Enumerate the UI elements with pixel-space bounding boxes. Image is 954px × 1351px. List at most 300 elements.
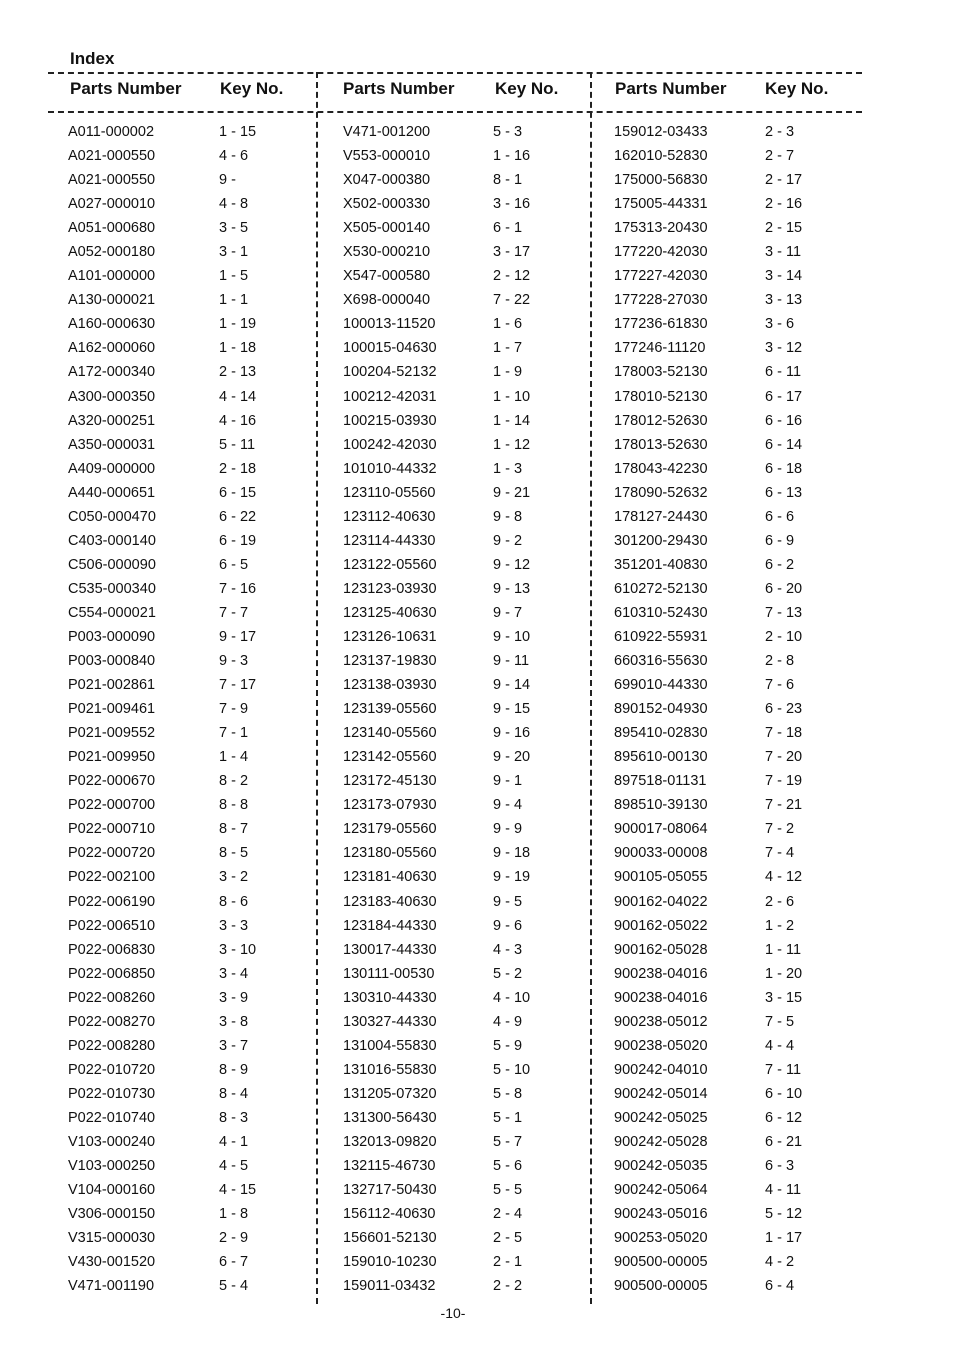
- key-no-cell: 8 - 3: [219, 1109, 249, 1126]
- table-row: [343, 529, 583, 553]
- table-row: [68, 938, 308, 962]
- table-row: [343, 625, 583, 649]
- parts-number-cell: 900162-05022: [614, 917, 708, 934]
- table-row: [343, 120, 583, 144]
- key-no-cell: 1 - 15: [219, 124, 257, 140]
- table-row: [614, 312, 854, 336]
- table-row: [68, 673, 308, 697]
- table-row: [343, 144, 583, 168]
- parts-number-cell: 177227-42030: [614, 268, 708, 285]
- parts-number-cell: 131016-55830: [343, 1061, 437, 1078]
- parts-number-cell: 123173-07930: [343, 797, 437, 814]
- parts-number-cell: 123110-05560: [343, 484, 436, 501]
- table-row: [614, 1274, 854, 1298]
- key-no-cell: 2 - 15: [765, 220, 803, 237]
- key-no-cell: 9 - 2: [493, 532, 523, 549]
- parts-number-cell: 123180-05560: [343, 845, 437, 862]
- parts-number-cell: A130-000021: [68, 292, 156, 309]
- table-row: [343, 793, 583, 817]
- parts-number-cell: 100215-03930: [343, 412, 437, 429]
- key-no-cell: 2 - 2: [493, 1278, 523, 1295]
- table-row: [68, 625, 308, 649]
- table-row: [343, 1202, 583, 1226]
- parts-number-cell: V430-001520: [68, 1254, 156, 1271]
- parts-number-cell: X047-000380: [343, 172, 431, 189]
- parts-number-cell: 156112-40630: [343, 1206, 436, 1223]
- parts-number-cell: P022-000670: [68, 773, 156, 790]
- table-row: [614, 1178, 854, 1202]
- parts-number-cell: 178010-52130: [614, 388, 708, 405]
- table-row: [68, 433, 308, 457]
- parts-number-cell: 123123-03930: [343, 580, 437, 597]
- table-row: [614, 914, 854, 938]
- parts-number-cell: 900500-00005: [614, 1254, 708, 1271]
- key-no-cell: 9 - 11: [493, 653, 530, 670]
- parts-number-cell: 900238-04016: [614, 965, 708, 982]
- table-row: [614, 1202, 854, 1226]
- table-row: [68, 745, 308, 769]
- key-no-cell: 1 - 8: [219, 1206, 249, 1223]
- parts-number-cell: 123137-19830: [343, 653, 437, 670]
- key-no-cell: 2 - 16: [765, 196, 803, 213]
- table-row: [343, 817, 583, 841]
- parts-number-cell: 100242-42030: [343, 436, 437, 453]
- table-row: [68, 505, 308, 529]
- parts-number-cell: 159011-03432: [343, 1278, 436, 1295]
- key-no-cell: 9 - 4: [493, 797, 523, 814]
- table-row: [68, 1082, 308, 1106]
- table-row: [614, 168, 854, 192]
- table-row: [68, 1202, 308, 1226]
- parts-number-cell: 130017-44330: [343, 941, 437, 958]
- key-no-cell: 7 - 6: [765, 677, 795, 694]
- key-no-cell: 6 - 16: [765, 412, 803, 429]
- key-no-cell: 3 - 13: [765, 292, 803, 309]
- parts-number-cell: 178127-24430: [614, 508, 708, 525]
- key-no-cell: 9 - 9: [493, 821, 523, 838]
- table-row: [343, 890, 583, 914]
- parts-number-cell: 177246-11120: [614, 340, 706, 357]
- table-row: [343, 312, 583, 336]
- table-row: [614, 1034, 854, 1058]
- key-no-cell: 3 - 4: [219, 965, 249, 982]
- key-no-cell: 9 - 1: [493, 773, 523, 790]
- key-no-cell: 7 - 17: [219, 677, 257, 694]
- parts-number-header: Parts Number: [70, 79, 182, 98]
- table-row: [614, 481, 854, 505]
- parts-number-cell: 175313-20430: [614, 220, 708, 237]
- parts-number-cell: 100212-42031: [343, 388, 437, 405]
- key-no-cell: 7 - 20: [765, 749, 803, 766]
- key-no-cell: 3 - 10: [219, 941, 257, 958]
- table-row: [614, 1010, 854, 1034]
- table-row: [68, 1178, 308, 1202]
- table-row: [614, 505, 854, 529]
- parts-number-cell: 900242-04010: [614, 1061, 708, 1078]
- parts-number-cell: 178013-52630: [614, 436, 708, 453]
- table-row: [614, 264, 854, 288]
- parts-number-cell: P022-008260: [68, 989, 156, 1006]
- key-no-cell: 4 - 3: [493, 941, 523, 958]
- table-row: [343, 409, 583, 433]
- table-row: [614, 1154, 854, 1178]
- table-row: [614, 1058, 854, 1082]
- key-no-cell: 1 - 6: [493, 316, 523, 333]
- parts-number-cell: 895410-02830: [614, 725, 708, 742]
- key-no-cell: 7 - 19: [765, 773, 803, 790]
- parts-number-cell: P022-010740: [68, 1109, 156, 1126]
- parts-number-cell: 351201-40830: [614, 556, 708, 573]
- table-row: [614, 192, 854, 216]
- parts-number-cell: 699010-44330: [614, 677, 708, 694]
- key-no-cell: 9 -: [219, 172, 236, 189]
- table-row: [343, 240, 583, 264]
- parts-number-cell: C554-000021: [68, 604, 156, 621]
- key-no-cell: 6 - 21: [765, 1133, 803, 1150]
- key-no-cell: 1 - 3: [493, 460, 523, 477]
- key-no-cell: 7 - 13: [765, 604, 803, 621]
- table-row: [68, 841, 308, 865]
- key-no-cell: 6 - 19: [219, 532, 257, 549]
- parts-number-cell: P003-000090: [68, 628, 156, 645]
- table-row: [68, 409, 308, 433]
- parts-number-cell: 900238-05012: [614, 1013, 708, 1030]
- key-no-cell: 9 - 6: [493, 917, 523, 934]
- parts-number-cell: 123142-05560: [343, 749, 437, 766]
- table-row: [614, 529, 854, 553]
- key-no-cell: 3 - 15: [765, 989, 803, 1006]
- key-no-cell: 1 - 5: [219, 268, 249, 285]
- parts-number-cell: V306-000150: [68, 1206, 156, 1223]
- table-row: [614, 553, 854, 577]
- table-row: [68, 1226, 308, 1250]
- parts-number-header: Parts Number: [343, 79, 455, 98]
- key-no-cell: 8 - 7: [219, 821, 249, 838]
- key-no-cell: 6 - 18: [765, 460, 803, 477]
- table-row: [68, 1274, 308, 1298]
- key-no-cell: 3 - 8: [219, 1013, 249, 1030]
- parts-number-cell: 130310-44330: [343, 989, 437, 1006]
- key-no-cell: 3 - 3: [219, 917, 249, 934]
- key-no-cell: 6 - 17: [765, 388, 803, 405]
- key-no-cell: 5 - 1: [493, 1109, 523, 1126]
- key-no-cell: 7 - 1: [219, 725, 249, 742]
- key-no-cell: 5 - 9: [493, 1037, 523, 1054]
- key-no-cell: 1 - 1: [219, 292, 249, 309]
- key-no-cell: 2 - 17: [765, 172, 803, 189]
- table-row: [343, 168, 583, 192]
- key-no-cell: 6 - 13: [765, 484, 803, 501]
- table-row: [614, 216, 854, 240]
- page-title: Index: [70, 49, 115, 68]
- key-no-cell: 6 - 9: [765, 532, 795, 549]
- parts-number-cell: 178090-52632: [614, 484, 708, 501]
- key-no-cell: 5 - 8: [493, 1085, 523, 1102]
- parts-number-cell: 123122-05560: [343, 556, 437, 573]
- table-row: [614, 890, 854, 914]
- parts-number-cell: 175005-44331: [614, 196, 708, 213]
- key-no-cell: 6 - 15: [219, 484, 257, 501]
- column-divider-2: [590, 72, 592, 1304]
- parts-number-cell: P021-009461: [68, 701, 156, 718]
- key-no-cell: 7 - 21: [765, 797, 803, 814]
- key-no-cell: 4 - 11: [765, 1182, 802, 1199]
- key-no-cell: 9 - 20: [493, 749, 531, 766]
- table-row: [68, 962, 308, 986]
- table-row: [614, 649, 854, 673]
- table-row: [68, 1250, 308, 1274]
- parts-number-cell: P022-010720: [68, 1061, 156, 1078]
- parts-number-cell: 178003-52130: [614, 364, 708, 381]
- parts-number-cell: 301200-29430: [614, 532, 708, 549]
- parts-number-cell: 101010-44332: [343, 460, 437, 477]
- table-row: [68, 1010, 308, 1034]
- table-row: [68, 264, 308, 288]
- table-row: [614, 962, 854, 986]
- parts-number-cell: 900242-05014: [614, 1085, 708, 1102]
- key-no-cell: 4 - 16: [219, 412, 257, 429]
- key-no-cell: 8 - 1: [493, 172, 523, 189]
- page-number: -10-: [440, 1305, 466, 1321]
- parts-number-cell: 897518-01131: [614, 773, 707, 790]
- key-no-cell: 5 - 5: [493, 1182, 523, 1199]
- table-row: [68, 793, 308, 817]
- table-row: [343, 721, 583, 745]
- parts-number-cell: A440-000651: [68, 484, 156, 501]
- parts-number-cell: 898510-39130: [614, 797, 708, 814]
- parts-number-cell: A172-000340: [68, 364, 156, 381]
- table-row: [614, 1082, 854, 1106]
- table-row: [343, 433, 583, 457]
- key-no-cell: 4 - 15: [219, 1182, 257, 1199]
- key-no-cell: 5 - 10: [493, 1061, 531, 1078]
- table-row: [614, 625, 854, 649]
- key-no-cell: 9 - 12: [493, 556, 531, 573]
- parts-number-cell: P021-009552: [68, 725, 156, 742]
- table-row: [343, 1178, 583, 1202]
- key-no-cell: 7 - 16: [219, 580, 257, 597]
- table-row: [68, 168, 308, 192]
- parts-number-cell: 175000-56830: [614, 172, 708, 189]
- parts-number-cell: 123126-10631: [343, 628, 437, 645]
- parts-number-cell: P022-008270: [68, 1013, 156, 1030]
- key-no-cell: 5 - 12: [765, 1206, 803, 1223]
- header-top-rule: [48, 72, 862, 74]
- key-no-cell: 2 - 9: [219, 1230, 249, 1247]
- parts-number-cell: C403-000140: [68, 532, 156, 549]
- key-no-cell: 2 - 13: [219, 364, 257, 381]
- table-row: [68, 914, 308, 938]
- table-row: [614, 673, 854, 697]
- key-no-cell: 1 - 10: [493, 388, 531, 405]
- parts-number-cell: 178012-52630: [614, 412, 708, 429]
- parts-number-cell: 610310-52430: [614, 604, 708, 621]
- table-row: [68, 1058, 308, 1082]
- table-row: [68, 890, 308, 914]
- key-no-cell: 3 - 1: [219, 244, 249, 261]
- table-row: [343, 216, 583, 240]
- parts-number-cell: 123184-44330: [343, 917, 437, 934]
- key-no-cell: 6 - 4: [765, 1278, 795, 1295]
- parts-number-cell: C506-000090: [68, 556, 156, 573]
- key-no-cell: 9 - 21: [493, 484, 531, 501]
- parts-number-cell: 900238-05020: [614, 1037, 708, 1054]
- column-divider-1: [316, 72, 318, 1304]
- parts-number-cell: 660316-55630: [614, 653, 708, 670]
- parts-number-cell: A021-000550: [68, 172, 156, 189]
- parts-number-cell: 123140-05560: [343, 725, 437, 742]
- key-no-cell: 7 - 18: [765, 725, 803, 742]
- table-row: [68, 986, 308, 1010]
- parts-number-cell: A320-000251: [68, 412, 156, 429]
- key-no-cell: 5 - 11: [219, 436, 256, 453]
- key-no-cell: 4 - 2: [765, 1254, 795, 1271]
- parts-number-cell: 890152-04930: [614, 701, 708, 718]
- parts-number-cell: 900253-05020: [614, 1230, 708, 1247]
- table-row: [68, 216, 308, 240]
- key-no-cell: 9 - 5: [493, 893, 523, 910]
- key-no-cell: 6 - 14: [765, 436, 803, 453]
- table-row: [343, 841, 583, 865]
- table-row: [614, 817, 854, 841]
- parts-number-cell: A051-000680: [68, 220, 156, 237]
- parts-number-cell: P021-002861: [68, 677, 156, 694]
- parts-number-cell: 900105-05055: [614, 869, 708, 886]
- parts-number-cell: 156601-52130: [343, 1230, 437, 1247]
- key-no-cell: 4 - 10: [493, 989, 531, 1006]
- table-row: [343, 1274, 583, 1298]
- key-no-cell: 8 - 4: [219, 1085, 249, 1102]
- key-no-cell: 1 - 17: [765, 1230, 803, 1247]
- parts-number-cell: P022-000720: [68, 845, 156, 862]
- table-row: [614, 385, 854, 409]
- parts-number-cell: A101-000000: [68, 268, 156, 285]
- key-no-cell: 4 - 1: [219, 1133, 249, 1150]
- key-no-cell: 6 - 10: [765, 1085, 803, 1102]
- table-row: [68, 288, 308, 312]
- table-row: [68, 601, 308, 625]
- parts-number-cell: 610922-55931: [614, 628, 708, 645]
- key-no-cell: 3 - 17: [493, 244, 531, 261]
- table-row: [343, 673, 583, 697]
- key-no-cell: 8 - 8: [219, 797, 249, 814]
- parts-number-cell: P022-006190: [68, 893, 156, 910]
- table-row: [68, 577, 308, 601]
- key-no-cell: 4 - 14: [219, 388, 257, 405]
- table-row: [614, 409, 854, 433]
- key-no-cell: 6 - 11: [765, 364, 802, 381]
- table-row: [614, 433, 854, 457]
- key-no-cell: 1 - 7: [493, 340, 523, 357]
- table-row: [68, 769, 308, 793]
- table-row: [68, 553, 308, 577]
- parts-number-cell: 177236-61830: [614, 316, 708, 333]
- index-rows: [343, 120, 583, 1298]
- table-row: [68, 312, 308, 336]
- parts-number-cell: C535-000340: [68, 580, 156, 597]
- parts-number-cell: C050-000470: [68, 508, 156, 525]
- parts-number-cell: A350-000031: [68, 436, 156, 453]
- parts-number-cell: 895610-00130: [614, 749, 708, 766]
- key-no-cell: 6 - 5: [219, 556, 249, 573]
- parts-number-cell: X505-000140: [343, 220, 431, 237]
- table-row: [343, 1058, 583, 1082]
- parts-number-cell: 177228-27030: [614, 292, 708, 309]
- key-no-cell: 6 - 22: [219, 508, 257, 525]
- parts-number-cell: 123179-05560: [343, 821, 437, 838]
- parts-number-cell: P022-000700: [68, 797, 156, 814]
- key-no-cell: 7 - 11: [765, 1061, 802, 1078]
- table-row: [343, 264, 583, 288]
- table-row: [343, 288, 583, 312]
- table-row: [343, 481, 583, 505]
- parts-number-cell: 131300-56430: [343, 1109, 437, 1126]
- parts-number-cell: 900162-05028: [614, 941, 708, 958]
- parts-number-cell: 132717-50430: [343, 1182, 437, 1199]
- parts-number-cell: 900242-05025: [614, 1109, 708, 1126]
- table-row: [343, 505, 583, 529]
- key-no-cell: 2 - 6: [765, 893, 795, 910]
- parts-number-cell: 132013-09820: [343, 1133, 437, 1150]
- table-row: [614, 120, 854, 144]
- key-no-cell: 5 - 2: [493, 965, 523, 982]
- key-no-cell: 4 - 6: [219, 148, 249, 165]
- key-no-cell: 8 - 5: [219, 845, 249, 862]
- key-no-cell: 3 - 9: [219, 989, 249, 1006]
- parts-number-cell: V104-000160: [68, 1182, 156, 1199]
- key-no-cell: 2 - 4: [493, 1206, 523, 1223]
- key-no-cell: 6 - 6: [765, 508, 795, 525]
- key-no-cell: 9 - 14: [493, 677, 531, 694]
- key-no-cell: 9 - 8: [493, 508, 523, 525]
- parts-number-cell: 159010-10230: [343, 1254, 437, 1271]
- parts-number-cell: V103-000250: [68, 1158, 156, 1175]
- key-no-cell: 9 - 17: [219, 628, 257, 645]
- parts-number-cell: 900162-04022: [614, 893, 708, 910]
- table-row: [68, 240, 308, 264]
- key-no-cell: 7 - 5: [765, 1013, 795, 1030]
- table-row: [614, 697, 854, 721]
- table-row: [614, 1226, 854, 1250]
- table-row: [68, 721, 308, 745]
- parts-number-cell: P022-000710: [68, 821, 156, 838]
- key-no-cell: 9 - 15: [493, 701, 531, 718]
- key-no-cell: 6 - 20: [765, 580, 803, 597]
- parts-number-cell: P022-002100: [68, 869, 156, 886]
- key-no-header: Key No.: [220, 79, 284, 98]
- table-row: [68, 385, 308, 409]
- key-no-cell: 9 - 7: [493, 604, 523, 621]
- parts-number-cell: 100204-52132: [343, 364, 437, 381]
- key-no-header: Key No.: [765, 79, 829, 98]
- key-no-cell: 2 - 12: [493, 268, 531, 285]
- parts-number-cell: 123112-40630: [343, 508, 436, 525]
- key-no-cell: 9 - 18: [493, 845, 531, 862]
- parts-number-cell: 177220-42030: [614, 244, 708, 261]
- key-no-cell: 8 - 6: [219, 893, 249, 910]
- parts-number-cell: 900033-00008: [614, 845, 708, 862]
- key-no-cell: 7 - 2: [765, 821, 795, 838]
- parts-number-cell: A160-000630: [68, 316, 156, 333]
- parts-number-cell: 123138-03930: [343, 677, 437, 694]
- header-bottom-rule: [48, 111, 862, 113]
- parts-number-cell: 162010-52830: [614, 148, 708, 165]
- table-row: [68, 649, 308, 673]
- table-row: [68, 1154, 308, 1178]
- parts-number-cell: 100015-04630: [343, 340, 437, 357]
- table-row: [343, 1082, 583, 1106]
- table-row: [614, 360, 854, 384]
